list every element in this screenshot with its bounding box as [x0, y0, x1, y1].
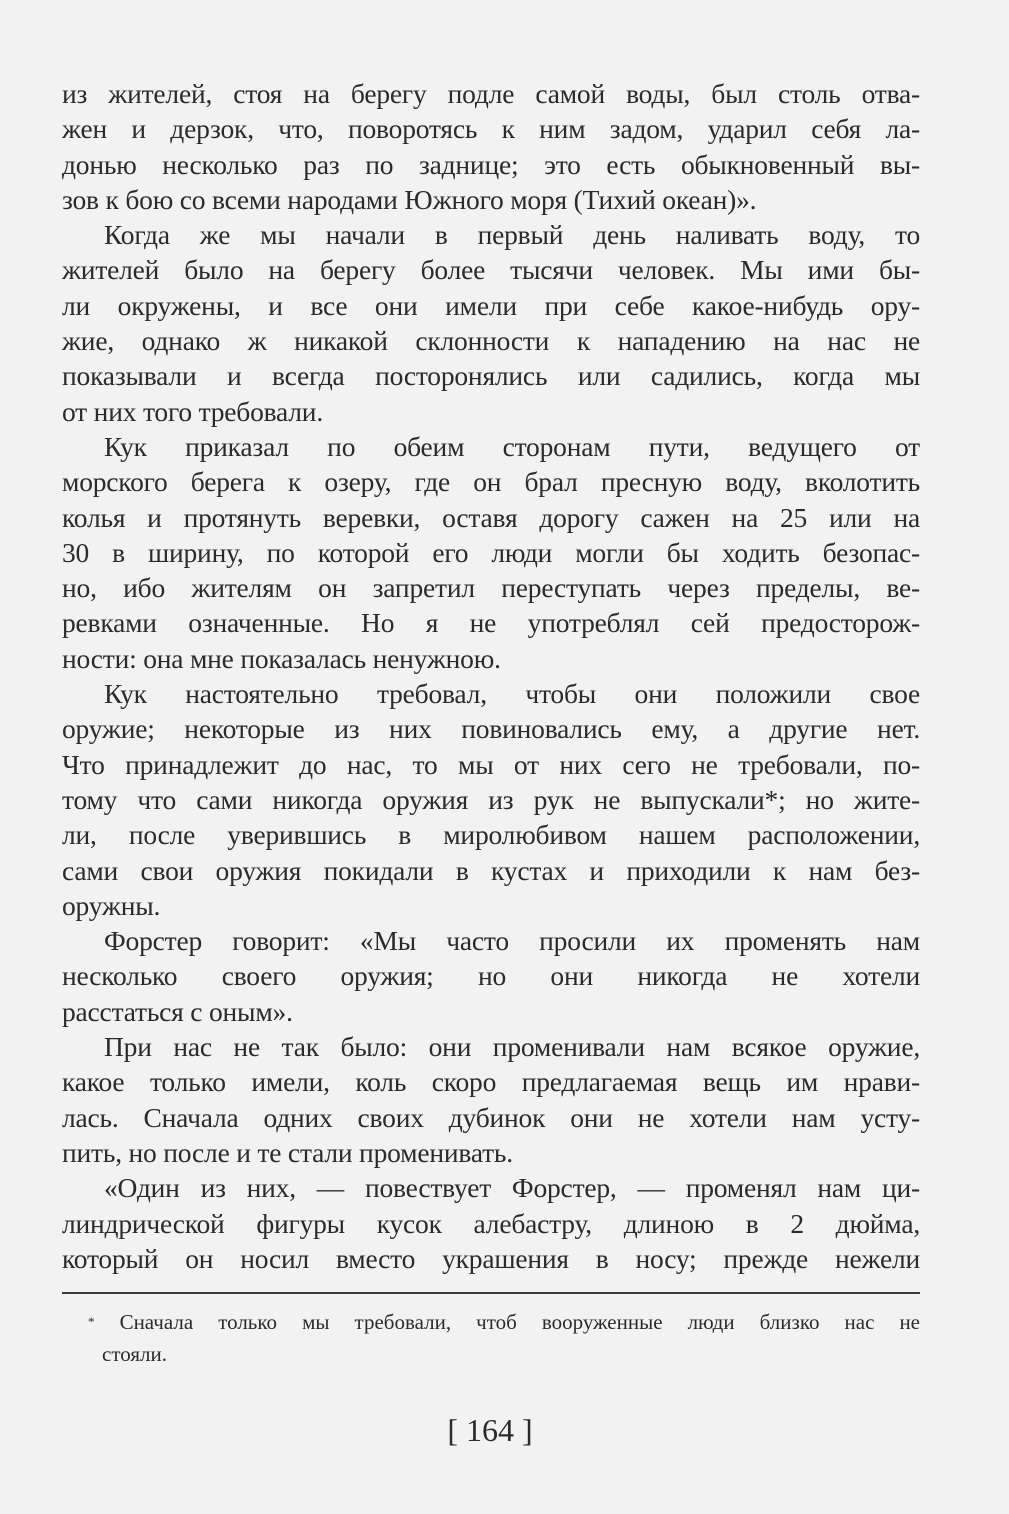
footnote-text-1: Сначала только мы требовали, чтоб вооруженные люди близко нас не [119, 1310, 920, 1334]
text-line: тому что сами никогда оружия из рук не выпускали*; но жите- [62, 783, 920, 815]
text-line: но, ибо жителям он запретил переступать через пределы, ве- [62, 572, 920, 604]
text-line: «Один из них, — повествует Форстер, — променял нам ци- [104, 1172, 920, 1204]
footnote-divider [62, 1292, 920, 1294]
footnote-marker: * [88, 1314, 95, 1329]
footnote-line-1 [88, 1306, 920, 1338]
text-line: какое только имели, коль скоро предлагаемая вещь им нрави- [62, 1066, 920, 1098]
text-line: ли окружены, и все они имели при себе какое-нибудь ору- [62, 289, 920, 321]
text-line: зов к бою со всеми народами Южного моря (Тихий океан)». [62, 183, 757, 215]
text-line: жие, однако ж никакой склонности к нападению на нас не [62, 325, 920, 357]
text-line: При нас не так было: они променивали нам всякое оружие, [104, 1031, 920, 1063]
text-line: морского берега к озеру, где он брал пресную воду, вколотить [62, 466, 920, 498]
text-line: Когда же мы начали в первый день наливать воду, то [104, 219, 920, 251]
text-line: от них того требовали. [62, 395, 323, 427]
text-line: Что принадлежит до нас, то мы от них сего не требовали, по- [62, 748, 920, 780]
text-line: ности: она мне показалась ненужною. [62, 642, 501, 674]
text-line: оружны. [62, 889, 161, 921]
text-line: из жителей, стоя на берегу подле самой воды, был столь отва- [62, 78, 920, 109]
footnote [88, 1306, 920, 1370]
text-line: оружие; некоторые из них повиновались ему, а другие нет. [62, 713, 920, 745]
text-line: жен и дерзок, что, поворотясь к ним задом, ударил себя ла- [62, 113, 920, 145]
text-line: Форстер говорит: «Мы часто просили их променять нам [104, 925, 920, 957]
page-number: [ 164 ] [447, 1412, 533, 1448]
text-line: пить, но после и те стали променивать. [62, 1136, 513, 1168]
text-line: Кук приказал по обеим сторонам пути, ведущего от [104, 430, 920, 462]
text-line: несколько своего оружия; но они никогда не хотели [62, 960, 920, 992]
text-line: ревками означенные. Но я не употреблял сей предосторож- [62, 607, 920, 639]
text-line: сами свои оружия покидали в кустах и приходили к нам без- [62, 854, 920, 886]
main-text [62, 76, 920, 1276]
text-line: лась. Сначала одних своих дубинок они не хотели нам усту- [62, 1101, 920, 1133]
text-line: который он носил вместо украшения в носу; прежде нежели [62, 1242, 920, 1274]
text-line: расстаться с оным». [62, 995, 293, 1027]
text-line: колья и протянуть веревки, оставя дорогу сажен на 25 или на [62, 501, 920, 533]
text-line: ли, после уверившись в миролюбивом нашем расположении, [62, 819, 920, 851]
text-line: показывали и всегда посторонялись или садились, когда мы [62, 360, 920, 392]
text-line: жителей было на берегу более тысячи человек. Мы ими бы- [62, 254, 920, 286]
text-line: донью несколько раз по заднице; это есть обыкновенный вы- [62, 148, 920, 180]
text-line: 30 в ширину, по которой его люди могли бы ходить безопас- [62, 536, 920, 568]
text-line: Кук настоятельно требовал, чтобы они положили свое [104, 678, 920, 710]
footnote-line-2: стояли. [102, 1342, 167, 1366]
text-line: линдрической фигуры кусок алебастру, длиною в 2 дюйма, [62, 1207, 920, 1239]
